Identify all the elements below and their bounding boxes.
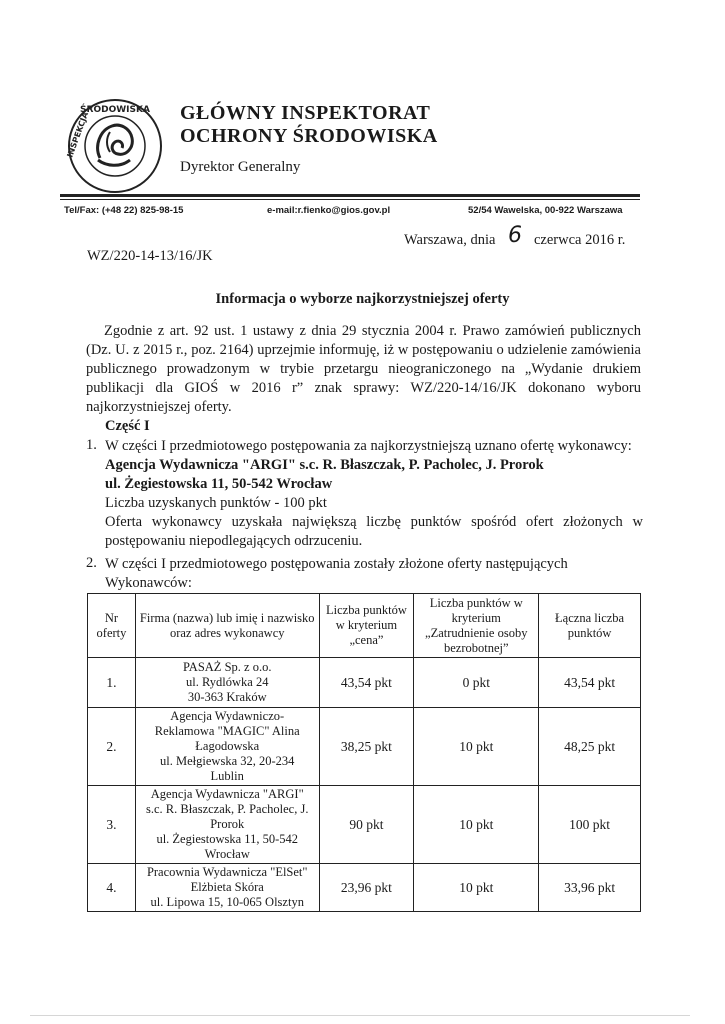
row-employment: 10 pkt xyxy=(414,864,539,912)
date-city: Warszawa, dnia xyxy=(404,232,496,248)
item1-block xyxy=(105,437,643,551)
item1-intro: W części I przedmiotowego postępowania za najkorzystniejszą uznano ofertę wykonawcy: xyxy=(105,438,632,454)
svg-text:INSPEKCJA: INSPEKCJA xyxy=(65,110,91,159)
firm-line: ul. Rydlówka 24 xyxy=(185,675,269,689)
gios-seal-logo xyxy=(60,96,170,196)
row-nr: 4. xyxy=(88,864,136,912)
winner-points: Liczba uzyskanych punktów - 100 pkt xyxy=(105,495,327,511)
org-name-line1: GŁÓWNY INSPEKTORAT xyxy=(180,102,431,124)
firm-line: ul. Mełgiewska 32, 20-234 xyxy=(160,754,295,768)
reference-number: WZ/220-14-13/16/JK xyxy=(87,248,213,264)
row-firm xyxy=(135,786,319,864)
row-employment: 0 pkt xyxy=(414,658,539,708)
item2-number: 2. xyxy=(86,555,97,571)
row-nr: 2. xyxy=(88,708,136,786)
document-title: Informacja o wyborze najkorzystniejszej oferty xyxy=(215,291,510,307)
org-name-line2: OCHRONY ŚRODOWISKA xyxy=(180,125,438,147)
header-rule-thick xyxy=(60,194,640,197)
winner-justification: Oferta wykonawcy uzyskała największą liczbę punktów spośród ofert złożonych w postępowaniu niepodlegających odrzuceniu. xyxy=(105,514,643,549)
intro-paragraph: Zgodnie z art. 92 ust. 1 ustawy z dnia 29 stycznia 2004 r. Prawo zamówień publicznych (Dz. U. z 2015 r., poz. 2164) uprzejmie informuję, iż w postępowaniu o udzielenie zamówienia publicznego prowadzonym w trybie przetargu nieograniczonego na „Wydanie drukiem publikacji dla GIOŚ w 2016 r” znak sprawy: WZ/220-14/16/JK dokonano wyboru najkorzystniejszej oferty. xyxy=(86,323,641,415)
row-firm xyxy=(135,708,319,786)
table-row xyxy=(88,864,641,912)
row-price: 43,54 pkt xyxy=(319,658,414,708)
row-employment: 10 pkt xyxy=(414,786,539,864)
firm-line: ul. Lipowa 15, 10-065 Olsztyn xyxy=(150,895,304,909)
table-row xyxy=(88,786,641,864)
row-price: 23,96 pkt xyxy=(319,864,414,912)
row-nr: 3. xyxy=(88,786,136,864)
item2-line2: Wykonawców: xyxy=(105,575,192,591)
date-month-year: czerwca 2016 r. xyxy=(534,232,626,248)
firm-line: Elżbieta Skóra xyxy=(190,880,264,894)
row-firm xyxy=(135,864,319,912)
firm-line: s.c. R. Błaszczak, P. Pacholec, J. xyxy=(145,802,309,816)
winner-company: Agencja Wydawnicza "ARGI" s.c. R. Błaszczak, P. Pacholec, J. Prorok xyxy=(105,457,544,473)
item2-line1: W części I przedmiotowego postępowania zostały złożone oferty następujących xyxy=(105,556,568,572)
row-price: 90 pkt xyxy=(319,786,414,864)
table-row xyxy=(88,708,641,786)
winner-address: ul. Żegiestowska 11, 50-542 Wrocław xyxy=(105,476,333,492)
part-heading: Część I xyxy=(105,418,150,434)
header-total: Łączna liczba punktów xyxy=(539,594,641,658)
contact-address: 52/54 Wawelska, 00-922 Warszawa xyxy=(468,205,623,216)
firm-line: ul. Żegiestowska 11, 50-542 xyxy=(156,832,298,846)
firm-line: Łagodowska xyxy=(195,739,260,753)
row-price: 38,25 pkt xyxy=(319,708,414,786)
header-rule-thin xyxy=(60,199,640,200)
offers-table xyxy=(87,593,641,912)
firm-line: Pracownia Wydawnicza "ElSet" xyxy=(146,865,308,879)
header-nr: Nr oferty xyxy=(88,594,136,658)
item2-block xyxy=(105,555,643,593)
row-total: 100 pkt xyxy=(539,786,641,864)
firm-line: PASAŻ Sp. z o.o. xyxy=(183,660,272,674)
row-firm xyxy=(135,658,319,708)
firm-line: Prorok xyxy=(210,817,245,831)
row-employment: 10 pkt xyxy=(414,708,539,786)
svg-text:ŚRODOWISKA: ŚRODOWISKA xyxy=(80,105,150,115)
header-price: Liczba punktów w kryterium „cena” xyxy=(319,594,414,658)
firm-line: Reklamowa "MAGIC" Alina xyxy=(154,724,300,738)
header-employment: Liczba punktów w kryterium „Zatrudnienie osoby bezrobotnej” xyxy=(414,594,539,658)
page-bottom-edge xyxy=(30,1015,690,1016)
contact-email: e-mail:r.fienko@gios.gov.pl xyxy=(267,205,391,216)
firm-line: Agencja Wydawnicza "ARGI" xyxy=(150,787,304,801)
firm-line: Lublin xyxy=(210,769,244,783)
table-header-row xyxy=(88,594,641,658)
date-day-handwritten: 6 xyxy=(508,223,522,248)
row-total: 48,25 pkt xyxy=(539,708,641,786)
table-row xyxy=(88,658,641,708)
org-subtitle: Dyrektor Generalny xyxy=(180,159,301,175)
row-total: 43,54 pkt xyxy=(539,658,641,708)
item1-number: 1. xyxy=(86,437,97,453)
row-total: 33,96 pkt xyxy=(539,864,641,912)
row-nr: 1. xyxy=(88,658,136,708)
header-firm: Firma (nazwa) lub imię i nazwisko oraz adres wykonawcy xyxy=(135,594,319,658)
firm-line: Agencja Wydawniczo- xyxy=(170,709,285,723)
firm-line: Wrocław xyxy=(204,847,250,861)
firm-line: 30-363 Kraków xyxy=(187,690,267,704)
contact-phone: Tel/Fax: (+48 22) 825-98-15 xyxy=(64,205,184,216)
